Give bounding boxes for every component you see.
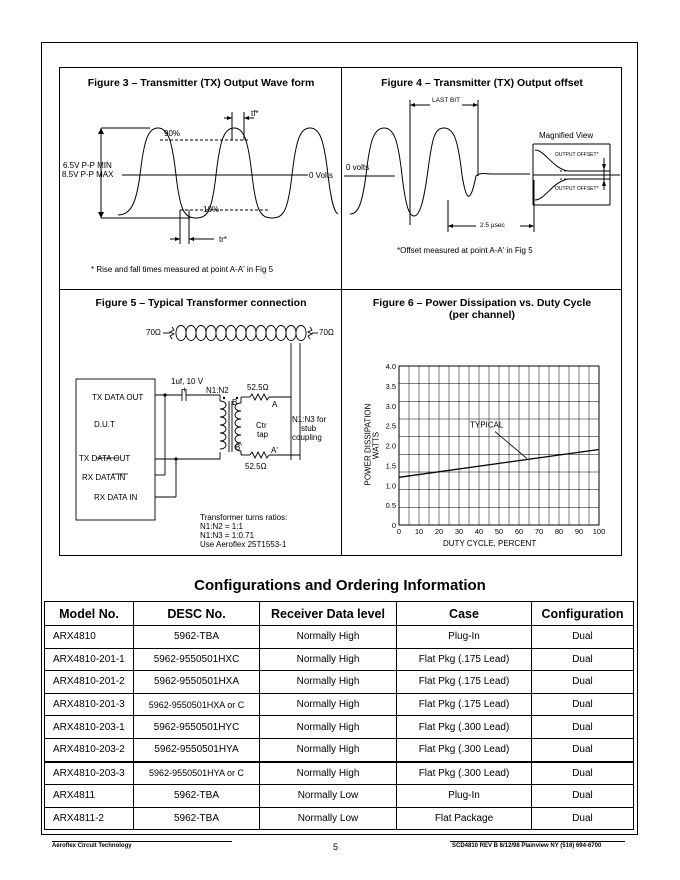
table-cell: Dual: [532, 671, 634, 694]
table-cell: 5962-9550501HXA: [134, 671, 260, 694]
annotation-typical: TYPICAL: [470, 420, 504, 430]
x-tick-label: 20: [434, 527, 444, 536]
fig4-offset-top: OUTPUT OFFSET*: [555, 152, 599, 158]
fig5-rx-in: RX DATA IN: [94, 493, 138, 502]
fig3-title: Figure 3 – Transmitter (TX) Output Wave form: [87, 77, 315, 89]
table-row: [45, 738, 634, 761]
table-cell: 5962-TBA: [134, 785, 260, 808]
fig3-tr: tr*: [219, 235, 227, 244]
table-cell: Dual: [532, 738, 634, 761]
table-cell: Plug-In: [397, 626, 532, 649]
table-cell: Flat Pkg (.175 Lead): [397, 693, 532, 716]
fig5-title: Figure 5 – Typical Transformer connection: [95, 297, 307, 309]
table-row: [45, 785, 634, 808]
x-tick-label: 70: [534, 527, 544, 536]
table-cell: Dual: [532, 648, 634, 671]
fig5-ratios-title: Transformer turns ratios:: [200, 513, 288, 522]
table-cell: 5962-9550501HYA: [134, 738, 260, 761]
table-row: [45, 693, 634, 716]
table-cell: Flat Package: [397, 807, 532, 830]
fig5-rx-in-bar: RX DATA IN: [82, 473, 126, 482]
fig5-r70-left: 70Ω: [146, 328, 161, 337]
fig4-last-bit: LAST BIT: [432, 97, 461, 104]
fig3-vpp-max: 8.5V P-P MAX: [62, 170, 114, 179]
fig6-title: Figure 6 – Power Dissipation vs. Duty Cycle: [372, 297, 592, 309]
x-tick-label: 0: [396, 527, 402, 536]
footer-rule-left: [52, 841, 232, 842]
fig4-zero-volts: 0 volts: [346, 163, 370, 172]
table-cell: 5962-9550501HXA or C: [134, 693, 260, 716]
fig5-Ap: A': [271, 446, 278, 455]
fig5-B: B: [232, 398, 238, 407]
fig4-note: *Offset measured at point A-A' in Fig 5: [397, 246, 533, 255]
y-tick-label: 1.5: [385, 461, 396, 471]
table-cell: Dual: [532, 716, 634, 739]
footer-docref: SCD4810 REV B 8/12/98 Plainview NY (516) 694-6700: [452, 843, 602, 849]
fig5-Bp: B': [235, 443, 242, 452]
table-cell: 5962-TBA: [134, 626, 260, 649]
fig4-title: Figure 4 – Transmitter (TX) Output offset: [381, 77, 583, 89]
y-tick-label: 4.0: [385, 362, 396, 371]
table-cell: Normally High: [260, 716, 397, 739]
table-cell: Dual: [532, 785, 634, 808]
table-cell: ARX4810-201-3: [45, 693, 134, 716]
fig5-tap: tap: [257, 430, 269, 439]
fig5-use: Use Aeroflex 25T1553-1: [200, 540, 287, 549]
x-tick-label: 100: [592, 527, 606, 536]
table-cell: Normally High: [260, 738, 397, 761]
y-tick-label: 1.0: [385, 481, 396, 491]
fig5-n1n3a: N1:N3 for: [292, 415, 327, 424]
table-cell: ARX4810: [45, 626, 134, 649]
fig5-r70-right: 70Ω: [319, 328, 334, 337]
x-tick-label: 80: [554, 527, 564, 536]
table-cell: ARX4810-203-1: [45, 716, 134, 739]
table-cell: ARX4811: [45, 785, 134, 808]
x-tick-label: 10: [414, 527, 424, 536]
table-cell: Normally High: [260, 648, 397, 671]
table-cell: ARX4810-201-1: [45, 648, 134, 671]
col-receiver: Receiver Data level: [260, 602, 397, 626]
table-row: [45, 626, 634, 649]
fig3-note: * Rise and fall times measured at point A-A' in Fig 5: [91, 265, 274, 274]
table-cell: Normally High: [260, 693, 397, 716]
table-row: [45, 716, 634, 739]
table-cell: 5962-9550501HYC: [134, 716, 260, 739]
fig3-10pct: 10%: [203, 205, 220, 214]
table-row: [45, 648, 634, 671]
ordering-title: Configurations and Ordering Information: [194, 577, 486, 594]
fig5-n1n2: N1:N2: [206, 386, 229, 395]
x-tick-label: 60: [514, 527, 524, 536]
table-cell: 5962-TBA: [134, 807, 260, 830]
table-cell: ARX4810-201-2: [45, 671, 134, 694]
table-cell: Plug-In: [397, 785, 532, 808]
fig3-90pct: 90%: [164, 129, 181, 138]
fig4-offset-bottom: OUTPUT OFFSET*: [555, 186, 599, 192]
table-cell: ARX4811-2: [45, 807, 134, 830]
table-cell: ARX4810-203-2: [45, 738, 134, 761]
table-cell: Normally Low: [260, 785, 397, 808]
fig5-tx-out: TX DATA OUT: [92, 393, 144, 402]
y-tick-label: 0: [391, 521, 396, 530]
fig3-vpp-min: 6.5V P-P MIN: [63, 161, 112, 170]
fig5-ratio1: N1:N2 = 1:1: [200, 522, 243, 531]
table-cell: Flat Pkg (.300 Lead): [397, 738, 532, 761]
table-cell: 5962-9550501HYA or C: [134, 762, 260, 785]
fig5-plus: +: [182, 385, 187, 394]
x-tick-label: 30: [454, 527, 464, 536]
fig5-ctr: Ctr: [256, 421, 267, 430]
x-tick-label: 40: [474, 527, 484, 536]
table-cell: Normally High: [260, 626, 397, 649]
fig6-ylabel-2: WATTS: [371, 431, 381, 460]
table-cell: ARX4810-203-3: [45, 762, 134, 785]
footer-page: 5: [333, 842, 339, 852]
footer-rule-right: [450, 841, 625, 842]
y-tick-label: 0.5: [385, 501, 396, 511]
footer-company: Aeroflex Circuit Technology: [52, 843, 132, 849]
table-cell: 5962-9550501HXC: [134, 648, 260, 671]
fig5-n1n3c: coupling: [292, 433, 322, 442]
table-cell: Normally Low: [260, 807, 397, 830]
table-cell: Dual: [532, 762, 634, 785]
table-cell: Flat Pkg (.300 Lead): [397, 762, 532, 785]
fig5-dut: D.U.T: [94, 420, 115, 429]
x-tick-label: 50: [494, 527, 504, 536]
table-cell: Flat Pkg (.175 Lead): [397, 671, 532, 694]
fig3-zero-volts: 0 Volts: [309, 171, 334, 180]
table-row: [45, 807, 634, 830]
col-desc: DESC No.: [134, 602, 260, 626]
table-cell: Dual: [532, 693, 634, 716]
table-row: [45, 671, 634, 694]
fig5-tx-out-bar: TX DATA OUT: [79, 454, 131, 463]
table-cell: Dual: [532, 807, 634, 830]
fig5-cap: 1uf, 10 V: [171, 377, 204, 386]
table-header-row: [45, 602, 634, 626]
y-tick-label: 2.0: [385, 441, 396, 451]
table-cell: Normally High: [260, 762, 397, 785]
y-tick-label: 3.5: [385, 381, 396, 391]
fig5-r52-bot: 52.5Ω: [245, 462, 267, 471]
col-config: Configuration: [532, 602, 634, 626]
fig3-tf: tf*: [251, 109, 259, 118]
fig6-ylabel-1: POWER DISSIPATION: [363, 403, 373, 486]
table-row: [45, 762, 634, 785]
fig5-A: A: [272, 400, 278, 409]
fig4-magnified: Magnified View: [539, 131, 594, 140]
col-model: Model No.: [45, 602, 134, 626]
table-cell: Flat Pkg (.300 Lead): [397, 716, 532, 739]
table-cell: Dual: [532, 626, 634, 649]
x-tick-label: 90: [574, 527, 584, 536]
fig5-r52-top: 52.5Ω: [247, 383, 269, 392]
y-tick-label: 2.5: [385, 421, 396, 431]
ordering-table: [44, 601, 634, 830]
fig6-subtitle: (per channel): [449, 309, 515, 321]
col-case: Case: [397, 602, 532, 626]
y-tick-label: 3.0: [385, 401, 396, 411]
fig6-xlabel: DUTY CYCLE, PERCENT: [443, 539, 537, 548]
fig5-ratio2: N1:N3 = 1:0.71: [200, 531, 255, 540]
fig5-n1n3b: stub: [301, 424, 317, 433]
table-cell: Normally High: [260, 671, 397, 694]
table-cell: Flat Pkg (.175 Lead): [397, 648, 532, 671]
fig4-time: 2.5 µsec: [480, 222, 505, 229]
